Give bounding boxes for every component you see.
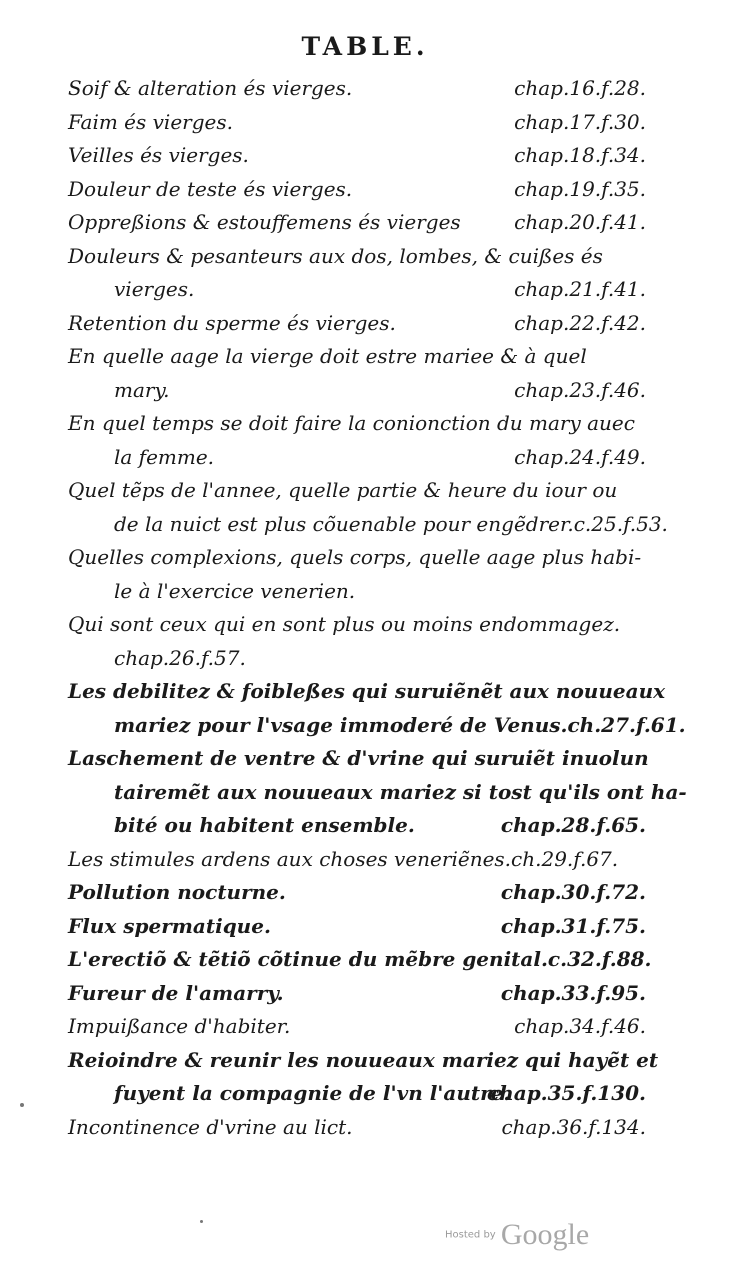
toc-entry-text: Douleurs & pesanteurs aux dos, lombes, & cuißes és <box>68 243 603 268</box>
toc-entry-reference: chap.23.f.46. <box>514 377 646 402</box>
toc-entry-reference: chap.34.f.46. <box>514 1014 646 1038</box>
toc-entry-line <box>68 508 668 542</box>
toc-entry-text: Retention du sperme és vierges. <box>68 310 396 335</box>
toc-entry-line <box>68 240 646 274</box>
toc-entry <box>68 407 646 474</box>
ink-speck <box>200 1220 203 1223</box>
toc-entry-text: mariez pour l'vsage immoderé de Venus.ch.27.f.61. <box>114 712 686 737</box>
toc-entry <box>68 742 687 843</box>
toc-entry-reference: chap.36.f.134. <box>501 1114 646 1139</box>
page-title: TABLE. <box>301 32 429 61</box>
toc-entry-text: Laschement de ventre & d'vrine qui suruiẽt inuolun <box>68 746 649 770</box>
toc-entry-text: Quelles complexions, quels corps, quelle aage plus habi- <box>68 545 642 569</box>
toc-entry-reference: chap.17.f.30. <box>514 109 646 134</box>
toc-entry-text: mary. <box>114 377 170 402</box>
toc-entry <box>68 139 646 173</box>
toc-entry <box>68 943 652 977</box>
toc-entry-text: Flux spermatique. <box>68 913 271 938</box>
toc-entry <box>68 843 646 877</box>
toc-entry-line <box>68 1111 646 1145</box>
toc-entry-line <box>68 675 666 709</box>
toc-entry-line <box>68 742 649 776</box>
toc-entry-text: Quel tẽps de l'annee, quelle partie & heure du iour ou <box>68 478 618 502</box>
toc-entry <box>68 206 646 240</box>
toc-entry-text: vierges. <box>114 277 195 301</box>
toc-entry <box>68 675 686 742</box>
toc-entry-line <box>68 977 646 1011</box>
toc-entry-text: En quelle aage la vierge doit estre mariee & à quel <box>68 344 587 368</box>
toc-entry-text: tairemẽt aux nouueaux mariez si tost qu'ils ont ha- <box>114 779 687 804</box>
toc-entry <box>68 474 668 541</box>
toc-entry-line <box>68 541 646 575</box>
toc-entry-text: chap.26.f.57. <box>114 645 246 670</box>
toc-entry-text: fuyent la compagnie de l'vn l'autre. <box>114 1081 511 1105</box>
toc-entry-text: Faim és vierges. <box>68 109 233 134</box>
toc-entry-reference: chap.20.f.41. <box>514 210 646 234</box>
toc-entry-line <box>68 106 646 140</box>
google-watermark <box>445 1218 589 1252</box>
watermark-prefix: Hosted by <box>445 1229 496 1241</box>
toc-entry-text: Oppreßions & estouffemens és vierges <box>68 210 461 234</box>
toc-entry-line <box>68 608 646 642</box>
toc-entry-reference: chap.22.f.42. <box>514 310 646 335</box>
toc-entry <box>68 1111 646 1145</box>
toc-entry-line <box>68 72 646 106</box>
toc-entry-text: Impuißance d'habiter. <box>68 1014 291 1038</box>
toc-entry-line <box>68 474 646 508</box>
toc-entry <box>68 240 646 307</box>
toc-entry-text: Incontinence d'vrine au lict. <box>68 1114 353 1139</box>
toc-entry-reference: chap.28.f.65. <box>500 813 646 837</box>
ink-speck <box>20 1103 24 1107</box>
toc-entry-reference: chap.31.f.75. <box>500 913 646 938</box>
toc-entry-line <box>68 273 646 307</box>
toc-entry <box>68 876 646 910</box>
toc-entry-line <box>68 1010 646 1044</box>
toc-entry-reference: chap.21.f.41. <box>514 277 646 301</box>
toc-entry-text: le à l'exercice venerien. <box>114 578 356 603</box>
toc-entry-text: Soif & alteration és vierges. <box>68 76 353 100</box>
toc-entry-line <box>68 776 687 810</box>
toc-entry-reference: chap.33.f.95. <box>500 980 646 1005</box>
toc-entry-text: de la nuict est plus cõuenable pour engẽdrer.c.25.f.53. <box>114 511 668 536</box>
toc-entry-line <box>68 1077 646 1111</box>
toc-entry-line <box>68 642 646 676</box>
toc-entry-text: Veilles és vierges. <box>68 143 249 167</box>
toc-entry <box>68 106 646 140</box>
toc-entry <box>68 1044 659 1111</box>
toc-entry-line <box>68 307 646 341</box>
toc-entry-line <box>68 943 652 977</box>
toc-entry-text: la femme. <box>114 444 215 469</box>
table-of-contents <box>68 72 687 1144</box>
toc-entry-text: Pollution nocturne. <box>68 880 286 904</box>
toc-entry-text: En quel temps se doit faire la conionction du mary auec <box>68 411 635 435</box>
toc-entry <box>68 307 646 341</box>
toc-entry <box>68 977 646 1011</box>
toc-entry-reference: chap.18.f.34. <box>514 143 646 167</box>
toc-entry-line <box>68 139 646 173</box>
toc-entry-text: Fureur de l'amarry. <box>68 980 284 1005</box>
toc-entry-text: L'erectiõ & tẽtiõ cõtinue du mẽbre genital.c.32.f.88. <box>68 947 652 971</box>
toc-entry-line <box>68 374 646 408</box>
toc-entry-text: Qui sont ceux qui en sont plus ou moins endommagez. <box>68 612 621 636</box>
toc-entry-line <box>68 843 646 877</box>
toc-entry-line <box>68 173 646 207</box>
toc-entry-line <box>68 910 646 944</box>
toc-entry-line <box>68 1044 659 1078</box>
toc-entry-reference: chap.35.f.130. <box>487 1081 646 1105</box>
watermark-brand: Google <box>500 1218 590 1251</box>
toc-entry <box>68 1010 646 1044</box>
toc-entry <box>68 541 646 608</box>
toc-entry <box>68 608 646 675</box>
toc-entry-line <box>68 340 646 374</box>
toc-entry <box>68 173 646 207</box>
toc-entry-line <box>68 206 646 240</box>
toc-entry-reference: chap.19.f.35. <box>514 176 646 201</box>
toc-entry-text: Les debilitez & foibleßes qui suruiẽnẽt aux nouueaux <box>68 679 666 703</box>
toc-entry-text: bité ou habitent ensemble. <box>114 813 415 837</box>
toc-entry-text: Douleur de teste és vierges. <box>68 176 353 201</box>
toc-entry <box>68 340 646 407</box>
toc-entry-line <box>68 809 646 843</box>
toc-entry-line <box>68 407 646 441</box>
toc-entry-text: Les stimules ardens aux choses veneriẽnes.ch.29.f.67. <box>68 846 619 871</box>
toc-entry-line <box>68 876 646 910</box>
toc-entry-reference: chap.30.f.72. <box>500 880 646 904</box>
toc-entry-line <box>68 575 646 609</box>
toc-entry <box>68 910 646 944</box>
toc-entry <box>68 72 646 106</box>
toc-entry-reference: chap.16.f.28. <box>514 76 646 100</box>
toc-entry-line <box>68 709 686 743</box>
toc-entry-reference: chap.24.f.49. <box>514 444 646 469</box>
toc-entry-line <box>68 441 646 475</box>
toc-entry-text: Reioindre & reunir les nouueaux mariez qui hayẽt et <box>68 1047 659 1072</box>
